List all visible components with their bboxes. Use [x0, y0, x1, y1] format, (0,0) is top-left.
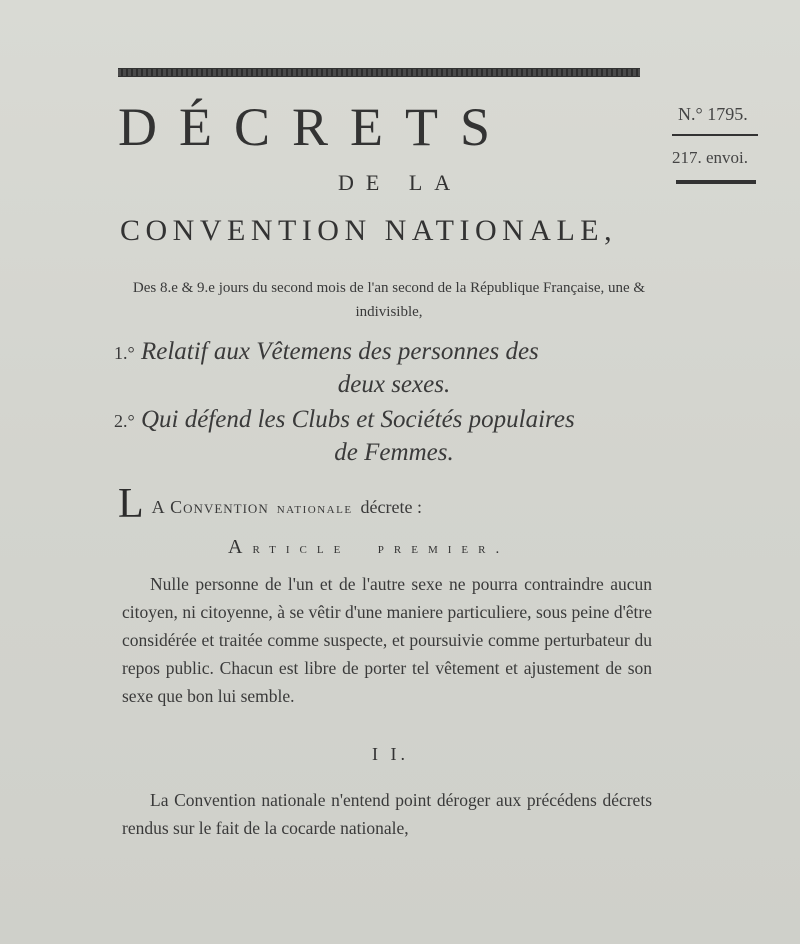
subject-1-number: 1.° [114, 343, 135, 363]
article-2-text: La Convention nationale n'entend point déroger aux précédens décrets rendus sur le fait de la cocarde nationale, [122, 790, 652, 838]
article-1-heading: Article premier. [228, 536, 510, 558]
drop-cap: L [118, 481, 144, 527]
decree-intro [118, 480, 422, 528]
envoi-underline [676, 180, 756, 184]
subject-2 [114, 404, 674, 468]
subject-1-line2: deux sexes. [337, 371, 451, 398]
subject-1-line1: Relatif aux Vêtemens des personnes des [140, 338, 539, 365]
number-underline [672, 134, 758, 139]
envoi-number: 217. envoi. [672, 148, 749, 167]
article-1-text: Nulle personne de l'un et de l'autre sexe ne pourra contraindre aucun citoyen, ni citoyenne, à se vêtir d'une maniere particuliere, sous peine d'être considérée et traitée comme suspecte, et poursuivie comme perturbateur du repos public. Chacun est libre de porter tel vêtement et ajustement de son sexe que bon lui semble. [122, 574, 652, 706]
subject-2-line2: de Femmes. [334, 439, 454, 466]
subject-2-line1: Qui défend les Clubs et Sociétés populaires [140, 406, 575, 433]
subtitle-convention: CONVENTION NATIONALE, [120, 214, 618, 247]
intro-word-decrete: décrete : [360, 497, 422, 517]
subtitle-de-la: DE LA [338, 170, 463, 195]
intro-word-nationale: nationale [276, 501, 353, 517]
subject-1 [114, 336, 674, 400]
decree-number: N.° 1795. [678, 104, 748, 124]
article-2-heading: I I. [372, 744, 409, 764]
intro-word-convention: A Convention [151, 497, 269, 517]
subject-2-number: 2.° [114, 411, 135, 431]
decree-dates: Des 8.e & 9.e jours du second mois de l'an second de la République Française, une & indivisible, [132, 280, 646, 320]
document-title: DÉCRETS [118, 97, 513, 157]
top-ornament-rule [118, 68, 640, 77]
